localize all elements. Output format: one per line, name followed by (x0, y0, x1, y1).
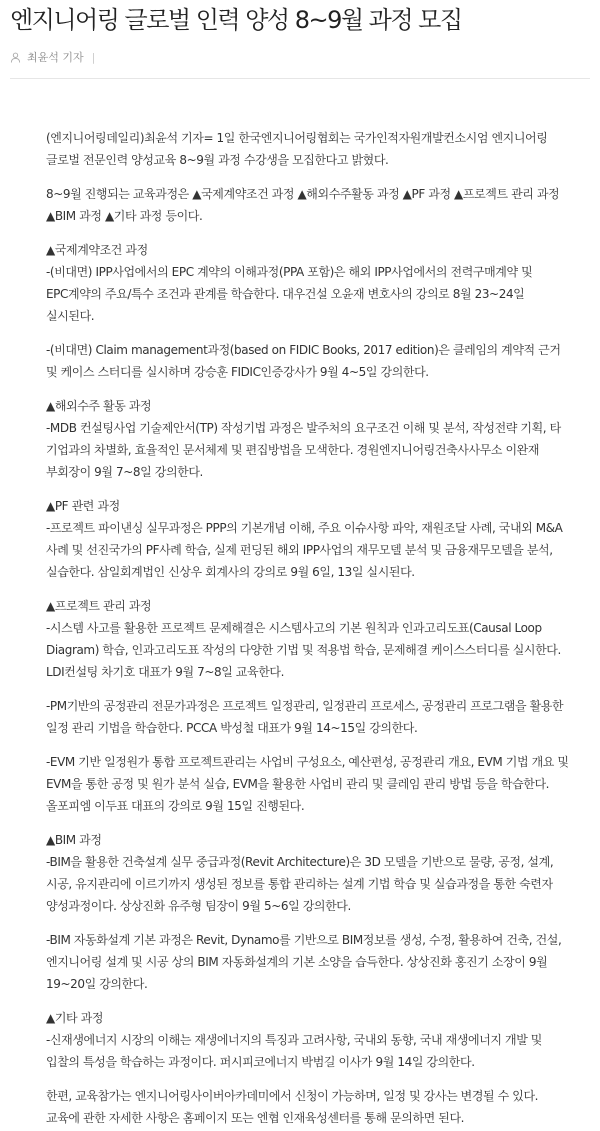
body-paragraph: -BIM 자동화설계 기본 과정은 Revit, Dynamo를 기반으로 BIM정보를 생성, 수정, 활용하여 건축, 건설, 엔지니어링 설계 및 시공 상의 BIM 자동화설계의 기본 소양을 습득한다. 상상진화 홍진기 소장이 9월 19~20일 강의한다. (46, 933, 562, 991)
byline-divider: | (91, 50, 96, 64)
body-paragraph: -(비대면) IPP사업에서의 EPC 계약의 이해과정(PPA 포함)은 해외 IPP사업에서의 전력구매계약 및 EPC계약의 주요/특수 조건과 관계를 학습한다. 대우건설 오윤재 변호사의 강의로 8월 23~24일 실시된다. (46, 265, 533, 323)
article-body (0, 79, 600, 1129)
section-heading-project-management: ▲프로젝트 관리 과정 (46, 599, 152, 613)
body-paragraph: -EVM 기반 일정원가 통합 프로젝트관리는 사업비 구성요소, 예산편성, 공정관리 개요, EVM 기법 개요 및 EVM을 통한 공정 및 원가 분석 실습, EVM을 활용한 사업비 관리 및 클레임 관리 방법 등을 학습한다. 올포피엠 이두표 대표의 강의로 9월 15일 진행된다. (46, 755, 569, 813)
body-paragraph: -MDB 컨설팅사업 기술제안서(TP) 작성기법 과정은 발주처의 요구조건 이해 및 분석, 작성전략 기획, 타 기업과의 차별화, 효율적인 문서체제 및 편집방법을 모색한다. 경원엔지니어링건축사사무소 이완재 부회장이 9월 7~8일 강의한다. (46, 421, 561, 479)
body-paragraph: -프로젝트 파이낸싱 실무과정은 PPP의 기본개념 이해, 주요 이슈사항 파악, 재원조달 사례, 국내외 M&A 사례 및 선진국가의 PF사례 학습, 실제 펀딩된 해외 IPP사업의 재무모델 분석 및 금융재무모델을 분석, 실습한다. 삼일회계법인 신상우 회계사의 강의로 9월 6일, 13일 실시된다. (46, 521, 563, 579)
body-paragraph: -(비대면) Claim management과정(based on FIDIC Books, 2017 edition)은 클레임의 계약적 근거 및 케이스 스터디를 실시하며 강승훈 FIDIC인증강사가 9월 4~5일 강의한다. (46, 343, 561, 379)
author-name[interactable]: 최윤석 기자 (27, 51, 84, 64)
closing-paragraph: 한편, 교육참가는 엔지니어링사이버아카데미에서 신청이 가능하며, 일정 및 강사는 변경될 수 있다. 교육에 관한 자세한 사항은 홈페이지 또는 엔협 인재육성센터를 통해 문의하면 된다. (46, 1089, 539, 1125)
body-paragraph: -BIM을 활용한 건축설계 실무 중급과정(Revit Architecture)은 3D 모델을 기반으로 물량, 공정, 설계, 시공, 유지관리에 이르기까지 생성된 정보를 통합 관리하는 설계 기법 학습 및 실습과정을 통한 숙련자 양성과정이다. 상상진화 유주형 팀장이 9월 5~6일 강의한다. (46, 855, 554, 913)
section-heading-contract: ▲국제계약조건 과정 (46, 243, 148, 257)
user-icon (10, 52, 21, 63)
section-heading-other: ▲기타 과정 (46, 1011, 104, 1025)
body-paragraph: -시스템 사고를 활용한 프로젝트 문제해결은 시스템사고의 기본 원칙과 인과고리도표(Causal Loop Diagram) 학습, 인과고리도표 작성의 다양한 기법 및 적용법 학습, 문제해결 케이스스터디를 실시한다. LDI컨설팅 차기호 대표가 9월 7~8일 교육한다. (46, 621, 561, 679)
body-paragraph: -신재생에너지 시장의 이해는 재생에너지의 특징과 고려사항, 국내외 동향, 국내 재생에너지 개발 및 입찰의 특성을 학습하는 과정이다. 퍼시피코에너지 박범길 이사가 9월 14일 강의한다. (46, 1033, 543, 1069)
course-summary-paragraph: 8~9월 진행되는 교육과정은 ▲국제계약조건 과정 ▲해외수주활동 과정 ▲PF 과정 ▲프로젝트 관리 과정 ▲BIM 과정 ▲기타 과정 등이다. (46, 187, 560, 223)
section-heading-bim: ▲BIM 과정 (46, 833, 102, 847)
body-paragraph: -PM기반의 공정관리 전문가과정은 프로젝트 일정관리, 일정관리 프로세스, 공정관리 프로그램을 활용한 일정 관리 기법을 학습한다. PCCA 박성철 대표가 9월 14~15일 강의한다. (46, 699, 564, 735)
section-heading-overseas: ▲해외수주 활동 과정 (46, 399, 152, 413)
article-header (0, 0, 600, 79)
section-heading-pf: ▲PF 관련 과정 (46, 499, 120, 513)
headline: 엔지니어링 글로벌 인력 양성 8~9월 과정 모집 (10, 6, 462, 34)
byline (10, 49, 590, 79)
lead-paragraph: (엔지니어링데일리)최윤석 기자= 1일 한국엔지니어링협회는 국가인적자원개발컨소시엄 엔지니어링 글로벌 전문인력 양성교육 8~9월 과정 수강생을 모집한다고 밝혔다. (46, 131, 548, 167)
